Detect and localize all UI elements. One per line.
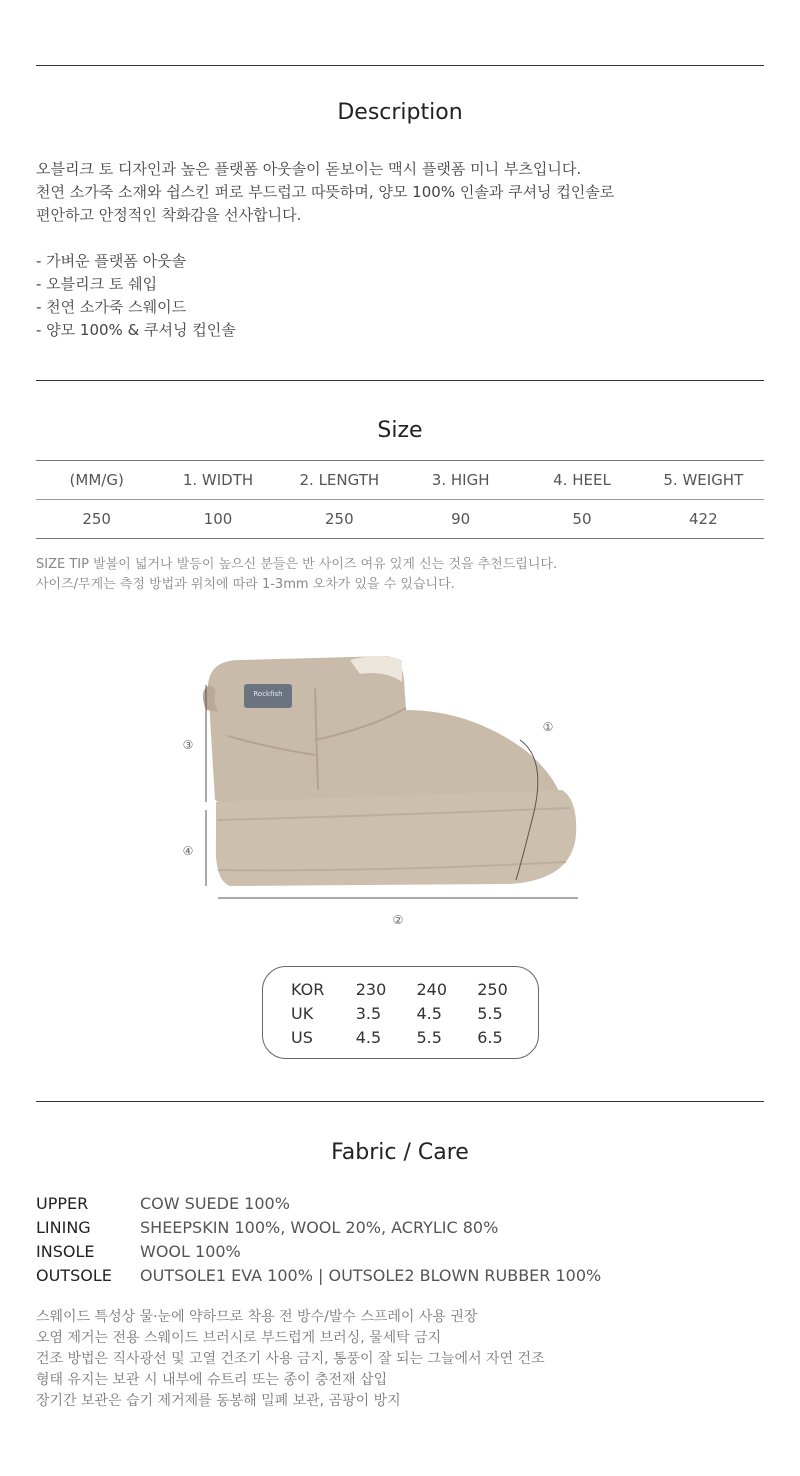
care-line: 건조 방법은 직사광선 및 고열 건조기 사용 금지, 통풍이 잘 되는 그늘에서 자연 건조 bbox=[36, 1351, 545, 1367]
marker-2: ② bbox=[392, 913, 404, 927]
list-item bbox=[36, 1215, 601, 1239]
conversion-value: 4.5 bbox=[355, 1027, 382, 1047]
conversion-value: 240 bbox=[416, 979, 447, 999]
fabric-value: WOOL 100% bbox=[140, 1241, 241, 1261]
conversion-value: 4.5 bbox=[416, 1003, 442, 1023]
size-tip-line: SIZE TIP 발볼이 넓거나 발등이 높으신 분들은 반 사이즈 여유 있게 신는 것을 추천드립니다. bbox=[36, 557, 558, 572]
description-line: 오블리크 토 디자인과 높은 플랫폼 아웃솔이 돋보이는 맥시 플랫폼 미니 부츠입니다. bbox=[36, 160, 582, 178]
feature-item: - 양모 100% & 쿠셔닝 컵인솔 bbox=[36, 321, 236, 339]
conversion-value: 6.5 bbox=[477, 1027, 503, 1047]
care-line: 장기간 보관은 습기 제거제를 동봉해 밀폐 보관, 곰팡이 방지 bbox=[36, 1393, 401, 1409]
size-conversion-box bbox=[262, 966, 539, 1059]
list-item bbox=[36, 1239, 601, 1263]
size-divider bbox=[36, 380, 764, 381]
boot-platform bbox=[216, 790, 576, 886]
description-line: 천연 소가죽 소재와 쉽스킨 퍼로 부드럽고 따뜻하며, 양모 100% 인솔과 쿠셔닝 컵인솔로 bbox=[36, 183, 615, 201]
size-header-cell: 3. HIGH bbox=[431, 471, 490, 489]
fabric-key: INSOLE bbox=[36, 1241, 95, 1261]
size-header-cell: (MM/G) bbox=[69, 471, 124, 489]
conversion-value: 250 bbox=[477, 979, 508, 999]
size-cell: 100 bbox=[203, 510, 233, 528]
description-line: 편안하고 안정적인 착화감을 선사합니다. bbox=[36, 206, 302, 224]
marker-1: ① bbox=[542, 720, 554, 734]
size-conversion-table bbox=[291, 977, 538, 1049]
size-tip bbox=[36, 555, 557, 595]
size-cell: 250 bbox=[325, 510, 354, 528]
marker-3: ③ bbox=[182, 738, 194, 752]
fabric-divider bbox=[36, 1101, 764, 1102]
conversion-label: KOR bbox=[291, 979, 325, 999]
fabric-value: COW SUEDE 100% bbox=[140, 1193, 290, 1213]
feature-item: - 가벼운 플랫폼 아웃솔 bbox=[36, 252, 187, 270]
conversion-value: 5.5 bbox=[477, 1003, 503, 1023]
boot-illustration bbox=[170, 640, 610, 940]
table-row bbox=[291, 1025, 538, 1049]
size-header-cell: 5. WEIGHT bbox=[663, 471, 744, 489]
conversion-label: UK bbox=[291, 1003, 314, 1023]
care-line: 형태 유지는 보관 시 내부에 슈트리 또는 종이 충전재 삽입 bbox=[36, 1372, 388, 1388]
care-line: 오염 제거는 전용 스웨이드 브러시로 부드럽게 브러싱, 물세탁 금지 bbox=[36, 1330, 442, 1346]
marker-4: ④ bbox=[182, 844, 194, 858]
size-table-header bbox=[36, 461, 764, 500]
fabric-list bbox=[36, 1191, 601, 1287]
size-header-cell: 4. HEEL bbox=[553, 471, 611, 489]
list-item bbox=[36, 1263, 601, 1287]
description-body bbox=[36, 158, 764, 342]
size-tip-line: 사이즈/무게는 측정 방법과 위치에 따라 1-3mm 오차가 있을 수 있습니다. bbox=[36, 577, 455, 592]
table-row bbox=[36, 500, 764, 539]
fabric-value: SHEEPSKIN 100%, WOOL 20%, ACRYLIC 80% bbox=[140, 1217, 499, 1237]
fabric-key: LINING bbox=[36, 1217, 91, 1237]
fabric-key: UPPER bbox=[36, 1193, 89, 1213]
size-cell: 90 bbox=[451, 510, 471, 528]
feature-item: - 천연 소가죽 스웨이드 bbox=[36, 298, 187, 316]
conversion-label: US bbox=[291, 1027, 313, 1047]
fabric-key: OUTSOLE bbox=[36, 1265, 112, 1285]
size-cell: 422 bbox=[689, 510, 718, 528]
size-title: Size bbox=[377, 418, 423, 443]
size-cell: 50 bbox=[572, 510, 592, 528]
feature-item: - 오블리크 토 쉐입 bbox=[36, 275, 158, 293]
conversion-value: 230 bbox=[355, 979, 387, 999]
conversion-value: 5.5 bbox=[416, 1027, 442, 1047]
size-table bbox=[36, 460, 764, 539]
list-item bbox=[36, 1191, 601, 1215]
table-row bbox=[291, 1001, 538, 1025]
boot-shaft bbox=[208, 656, 562, 810]
description-title: Description bbox=[337, 100, 463, 125]
size-cell: 250 bbox=[82, 510, 111, 528]
boot-measurement-diagram bbox=[170, 640, 610, 940]
top-divider bbox=[36, 65, 764, 66]
size-header-cell: 2. LENGTH bbox=[299, 471, 380, 489]
care-instructions bbox=[36, 1307, 545, 1412]
table-row bbox=[291, 977, 538, 1001]
care-line: 스웨이드 특성상 물·눈에 약하므로 착용 전 방수/발수 스프레이 사용 권장 bbox=[36, 1309, 478, 1325]
boot-label-text: Rockfish bbox=[253, 690, 283, 698]
fabric-value: OUTSOLE1 EVA 100% | OUTSOLE2 BLOWN RUBBER 100% bbox=[140, 1265, 602, 1285]
fabric-title: Fabric / Care bbox=[331, 1140, 469, 1165]
size-header-cell: 1. WIDTH bbox=[182, 471, 254, 489]
conversion-value: 3.5 bbox=[355, 1003, 382, 1023]
